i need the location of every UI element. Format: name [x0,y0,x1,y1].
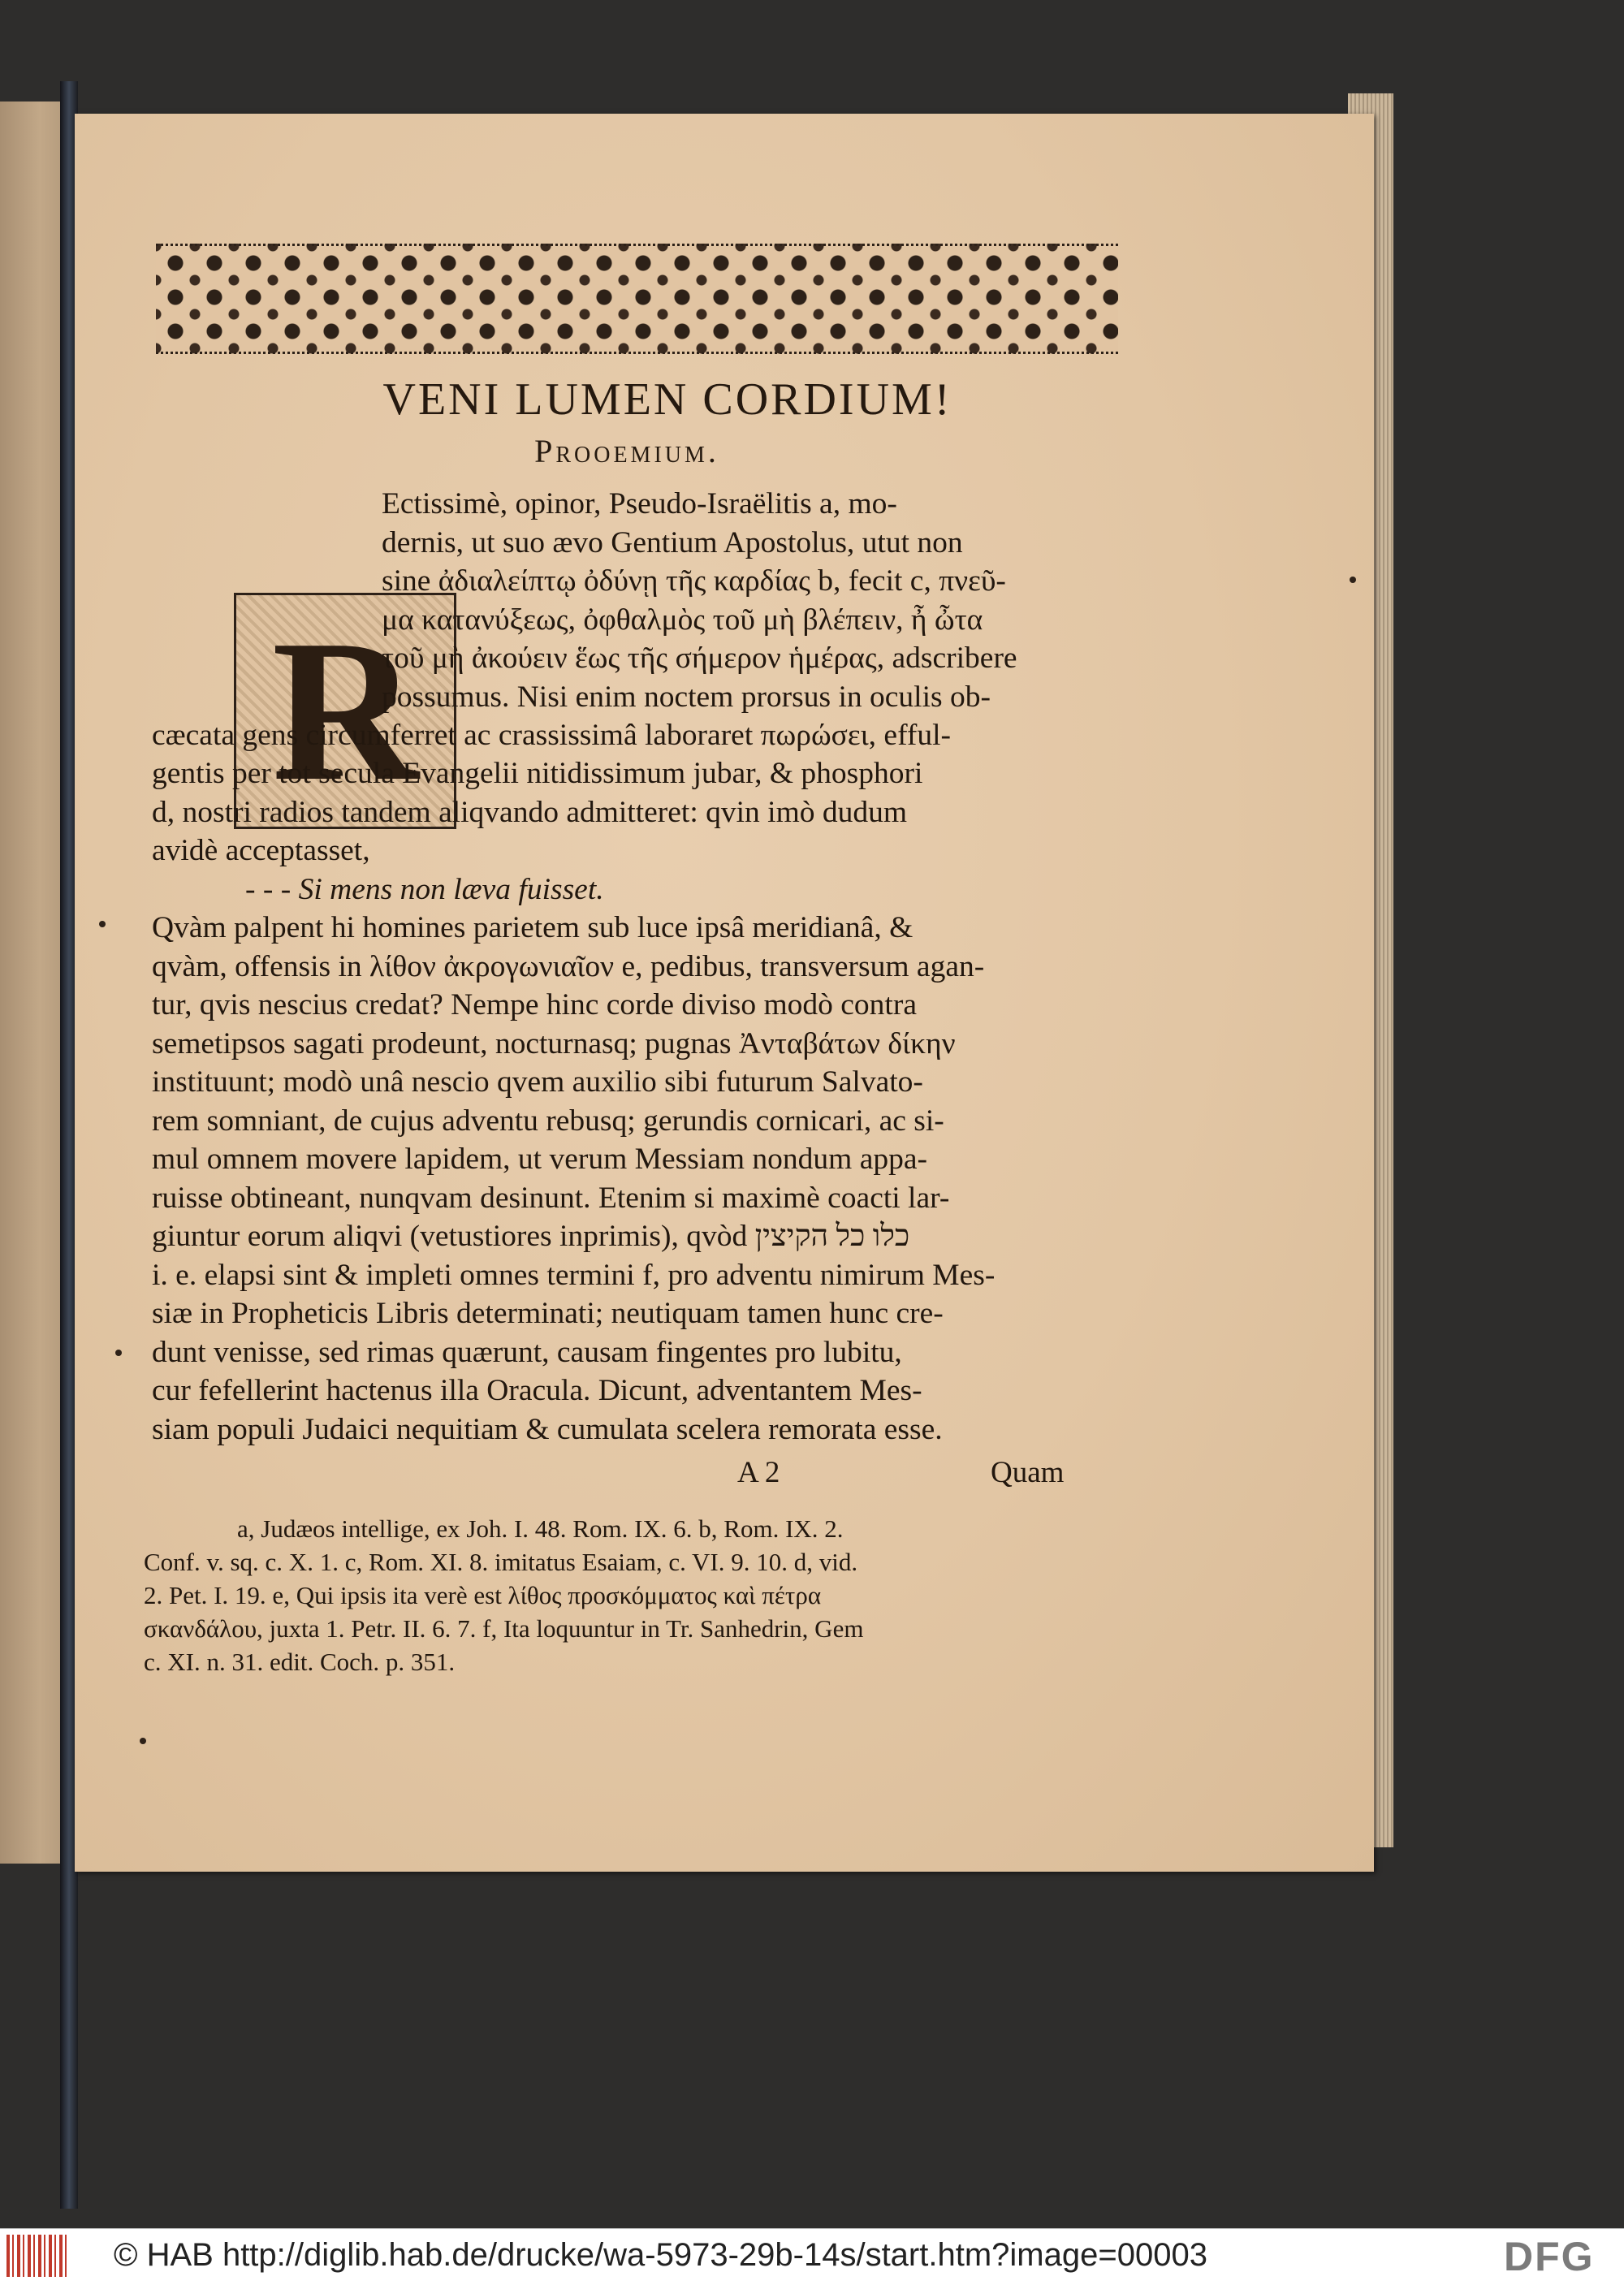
section-subtitle: Prooemium. [534,433,719,469]
text-line: siæ in Propheticis Libris determinati; neutiquam tamen hunc cre- [152,1297,944,1330]
text-line: dernis, ut suo ævo Gentium Apostolus, utut non [382,526,963,559]
facing-page-edge [0,102,67,1864]
text-line: μα κατανύξεως, ὀφθαλμὸς τοῦ μὴ βλέπειν, ἦ ὦτα [382,603,983,637]
text-line: qvàm, offensis in λίθον ἀκρογωνιαῖον e, pedibus, transversum agan- [152,950,985,983]
text-line: tur, qvis nescius credat? Nempe hinc corde diviso modò contra [152,988,917,1022]
footnote-line: a, Judæos intellige, ex Joh. I. 48. Rom. IX. 6. b, Rom. IX. 2. [237,1514,844,1543]
text-line: possumus. Nisi enim noctem prorsus in oculis ob- [382,680,991,714]
page-heading: VENI LUMEN CORDIUM! [382,374,952,425]
text-line: ruisse obtineant, nunqvam desinunt. Etenim si maximè coacti lar- [152,1181,950,1215]
initial-letter: R [271,598,419,823]
book-page [75,114,1374,1872]
text-line: sine ἀδιαλείπτῳ ὀδύνῃ τῆς καρδίας b, fecit c, πνεῦ- [382,564,1006,598]
text-line: semetipsos sagati prodeunt, nocturnasq; pugnas Ἀνταβάτων δίκην [152,1027,956,1060]
source-url[interactable]: © HAB http://diglib.hab.de/drucke/wa-5973-29b-14s/start.htm?image=00003 [114,2237,1207,2273]
margin-mark [1350,577,1356,583]
signature-mark: A 2 [737,1456,780,1489]
text-line: cæcata gens circumferret ac crassissimâ laboraret πωρώσει, efful- [152,719,952,752]
text-line: dunt venisse, sed rimas quærunt, causam fingentes pro lubitu, [152,1336,902,1369]
text-line: Ectissimè, opinor, Pseudo-Israëlitis a, mo- [382,487,897,520]
margin-mark [140,1738,146,1744]
text-line: gentis per tot secula Evangelii nitidissimum jubar, & phosphori [152,757,923,790]
margin-mark [115,1350,122,1356]
text-line: instituunt; modò unâ nescio qvem auxilio sibi futurum Salvato- [152,1065,923,1099]
dfg-logo: DFG [1504,2234,1595,2279]
footnote-line: c. XI. n. 31. edit. Coch. p. 351. [144,1648,456,1676]
barcode-icon [6,2235,68,2277]
text-line: avidè acceptasset, [152,834,370,867]
footnote-line: Conf. v. sq. c. X. 1. c, Rom. XI. 8. imitatus Esaiam, c. VI. 9. 10. d, vid. [144,1548,858,1576]
text-line: giuntur eorum aliqvi (vetustiores inprimis), qvòd כלו כל הקיצין [152,1220,910,1253]
text-line: siam populi Judaici nequitiam & cumulata scelera remorata esse. [152,1413,943,1446]
ornamental-headpiece [156,244,1118,354]
text-line: i. e. elapsi sint & impleti omnes termini f, pro adventu nimirum Mes- [152,1259,996,1292]
text-line: rem somniant, de cujus adventu rebusq; gerundis cornicari, ac si- [152,1104,944,1138]
text-line: mul omnem movere lapidem, ut verum Messiam nondum appa- [152,1142,928,1176]
text-line: d, nostri radios tandem aliqvando admitteret: qvin imò dudum [152,796,908,829]
text-line: cur fefellerint hactenus illa Oracula. Dicunt, adventantem Mes- [152,1374,922,1407]
text-line: τοῦ μὴ ἀκούειν ἕως τῆς σήμερον ἡμέρας, adscribere [382,641,1017,675]
catchword: Quam [991,1456,1065,1489]
margin-mark [99,921,106,927]
text-line: Qvàm palpent hi homines parietem sub luce ipsâ meridianâ, & [152,911,914,944]
footnote-line: σκανδάλου, juxta 1. Petr. II. 6. 7. f, Ita loquuntur in Tr. Sanhedrin, Gem [144,1614,864,1643]
footnote-line: 2. Pet. I. 19. e, Qui ipsis ita verè est λίθος προσκόμματος καὶ πέτρα [144,1581,822,1609]
verse-quote: - - - Si mens non læva fuisset. [245,873,604,906]
